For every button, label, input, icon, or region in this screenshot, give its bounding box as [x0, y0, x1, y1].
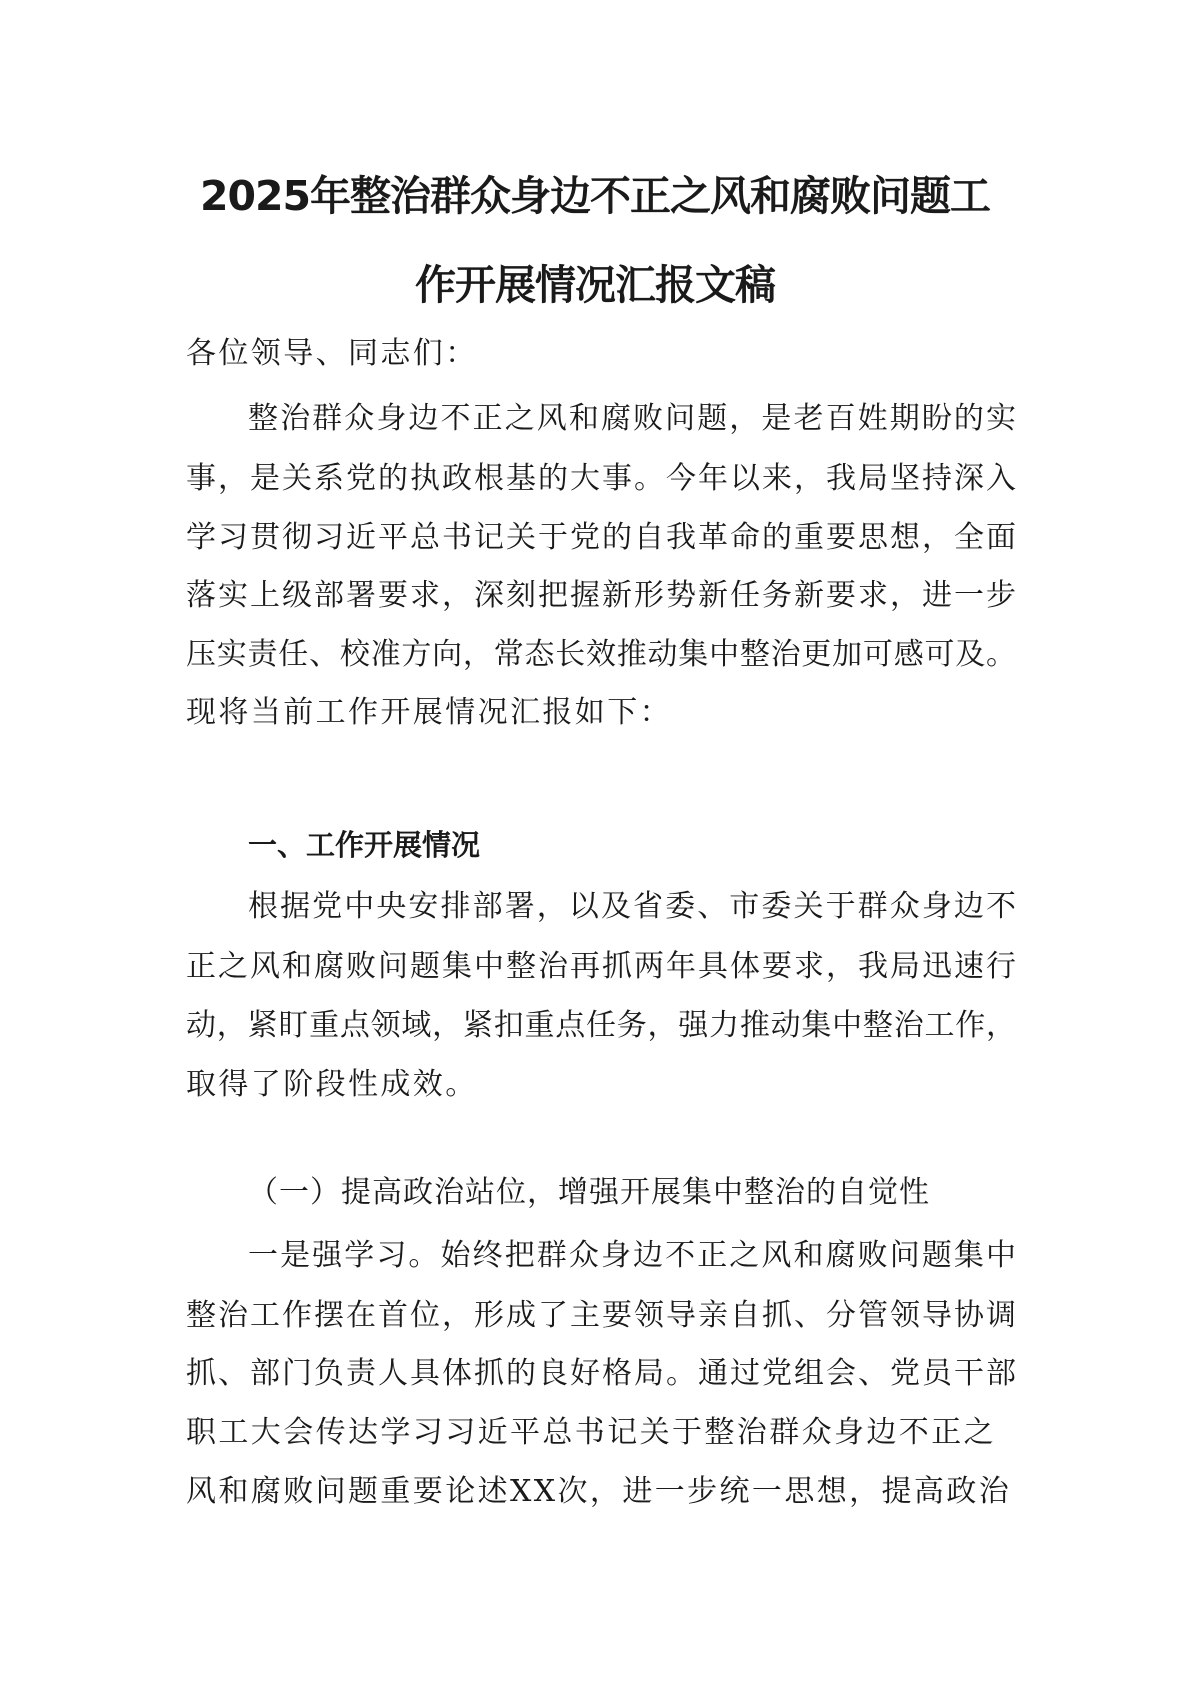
intro-paragraph-line: 现将当前工作开展情况汇报如下： — [186, 695, 672, 730]
subsection-paragraph-line: 一是强学习。始终把群众身边不正之风和腐败问题集中 — [248, 1238, 1016, 1273]
subsection-paragraph-line: 职工大会传达学习习近平总书记关于整治群众身边不正之 — [186, 1415, 996, 1450]
salutation: 各位领导、同志们： — [186, 336, 478, 371]
document-title-line-2: 作开展情况汇报文稿 — [415, 261, 775, 309]
section-paragraph-line: 根据党中央安排部署，以及省委、市委关于群众身边不 — [248, 889, 1016, 924]
intro-paragraph-line: 落实上级部署要求，深刻把握新形势新任务新要求，进一步 — [186, 578, 1016, 613]
section-heading: 一、工作开展情况 — [248, 828, 481, 862]
intro-paragraph-line: 事，是关系党的执政根基的大事。今年以来，我局坚持深入 — [186, 461, 1016, 496]
document-title-line-1: 2025年整治群众身边不正之风和腐败问题工 — [199, 172, 991, 220]
section-paragraph-line: 动，紧盯重点领域，紧扣重点任务，强力推动集中整治工作， — [186, 1008, 1016, 1043]
section-paragraph-line: 正之风和腐败问题集中整治再抓两年具体要求，我局迅速行 — [186, 949, 1016, 984]
intro-paragraph-line: 整治群众身边不正之风和腐败问题，是老百姓期盼的实 — [248, 401, 1016, 436]
subsection-paragraph-line: 风和腐败问题重要论述XX次，进一步统一思想，提高政治 — [186, 1474, 1012, 1509]
intro-paragraph-line: 压实责任、校准方向，常态长效推动集中整治更加可感可及。 — [186, 637, 1016, 672]
subsection-heading: （一）提高政治站位，增强开展集中整治的自觉性 — [248, 1175, 930, 1210]
section-paragraph-line: 取得了阶段性成效。 — [186, 1067, 478, 1102]
intro-paragraph-line: 学习贯彻习近平总书记关于党的自我革命的重要思想，全面 — [186, 520, 1016, 555]
subsection-paragraph-line: 抓、部门负责人具体抓的良好格局。通过党组会、党员干部 — [186, 1356, 1016, 1391]
subsection-paragraph-line: 整治工作摆在首位，形成了主要领导亲自抓、分管领导协调 — [186, 1298, 1016, 1333]
